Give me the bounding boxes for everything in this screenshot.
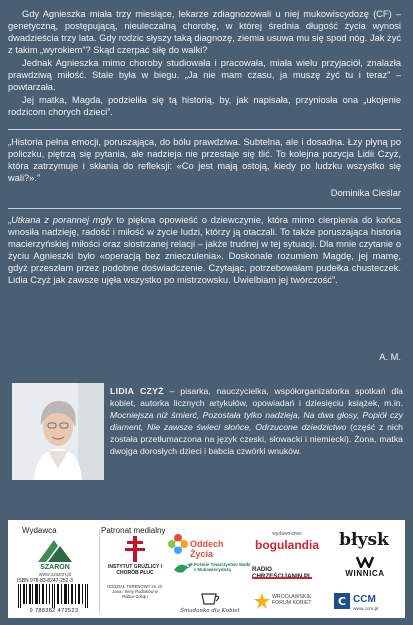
ptwm-logo: [168, 560, 252, 586]
bird-icon: [172, 560, 194, 578]
svg-text:C: C: [337, 595, 347, 608]
intro-paragraph-1: Gdy Agnieszka miała trzy miesiące, lekarze zdiagnozowali u niej mukowiscydozę (CF) – genetyczną, postępującą, nieuleczalną chorobę, w której średnia długość życia wynosi dwadzieścia trzy lata. Gdy rodzic słyszy taką diagnozę, ziemia usuwa mu się spod nóg. Jak żyć z takim „wyrokiem”? Skąd czerpać siłę do walki?: [8, 9, 401, 56]
star-icon: [254, 593, 270, 609]
bogulandia-logo: [252, 530, 322, 558]
bogulandia-subtitle: wydawnictwo: [272, 531, 302, 537]
szaron-mark-icon: [34, 538, 76, 564]
winnica-logo: [330, 556, 400, 586]
publisher-name: SZARON: [40, 564, 70, 571]
intro-paragraph-3: Jej matka, Magda, podzieliła się tą historią, by, jak napisała, przyniosła ona „ukojenie rodzicom chorych dzieci”.: [8, 95, 401, 118]
divider: [8, 129, 401, 130]
review-quote-2: „Utkana z porannej mgły to piękna opowieść o dziewczynie, która mimo cierpienia do końca wnosiła nadzieję, radość i miłość w życie ludzi, którzy ją otaczali. To także poruszająca historia macierzyńskiej miłości oraz siostrzanej relacji – jakże trudnej w tej sytuacji. Dla mnie czytanie o życiu Agnieszki było «operacją bez znieczulenia». Doskonale rozumiem Magdę, jej mamę, gdyż przeszłam przez podobne doświadczenie. Czytając, potrzebowałam pudełka chusteczek. Lidia Czyż jak zawsze ujęła wszystko po mistrzowsku. Uwielbiam jej twórczość”.: [8, 215, 401, 286]
review-author-1: Dominika Cieślar: [330, 188, 401, 198]
barcode: [17, 584, 91, 608]
institute-name: INSTYTUT GRUŹLICY I CHORÓB PŁUC: [107, 564, 163, 576]
sponsors-panel: [8, 520, 405, 618]
patronage-label: Patronat medialny: [101, 526, 166, 535]
ccm-url: www.ccm.pl: [353, 607, 379, 612]
author-photo: [12, 383, 104, 480]
cup-icon: [198, 592, 222, 606]
oddech-zycia-text: Oddech Życia: [190, 539, 224, 559]
w-mark-icon: [356, 556, 374, 568]
review-quote-1: „Historia pełna emocji, poruszająca, do bólu prawdziwa. Subtelna, ale i dosadna. Łzy płyną po policzku, piętrzą się pytania, ale nadzieja nie przestaje się tlić. To kolejna pozycja Lidii Czyż, która zatrzymuje i skłania do refleksji: «Co jest mają ostoją, kiedy po ludzku wszystko się wali?».”: [8, 137, 401, 184]
flower-icon: [168, 534, 188, 554]
winnica-text: WINNICA: [345, 569, 385, 578]
divider: [8, 208, 401, 209]
radio-underline: [252, 577, 312, 579]
ccm-mark-icon: [334, 593, 350, 609]
sniadanko-logo: [168, 592, 252, 616]
publisher-url: www.szaron.pl: [38, 572, 72, 578]
author-name: LIDIA CZYŻ: [110, 386, 164, 396]
publisher-label: Wydawca: [22, 526, 57, 535]
wfk-logo: [254, 590, 328, 614]
barcode-icon: [17, 584, 91, 608]
blysk-logo: błysk: [339, 530, 389, 550]
review-author-2: A. M.: [379, 352, 401, 362]
book-list: Mocniejsza niż śmierć, Pozostała tylko nadzieja, Na dwa głosy, Popiół czy diament, Nie zawsze świeci słońce, Odrzucone dziedzictwo: [110, 410, 403, 432]
book-title: Utkana z porannej mgły: [11, 215, 113, 225]
wfk-text: WROCŁAWSKIE FORUM KOBIET: [272, 594, 312, 607]
oddech-zycia-logo: [168, 532, 244, 558]
double-cross-icon: [119, 534, 151, 564]
institute-logo: [105, 534, 165, 614]
szaron-logo: [16, 538, 94, 578]
institute-department: ODDZIAŁ TERENOWY im. dr. Jana i Ireny Rudników w Rabce-Zdroju: [107, 584, 163, 599]
ptwm-text: Polskie Towarzystwo Walki z Mukowiscydozą: [194, 562, 251, 573]
intro-paragraph-2: Jednak Agnieszka mimo choroby studiowała i pracowała, miała wielu przyjaciół, znalazła prawdziwą miłość. Stale była w biegu. „Ja nie mam czasu, ja muszę żyć tu i teraz” – powtarzała.: [8, 58, 401, 93]
radio-text: RADIO: [252, 566, 272, 573]
ccm-logo: [334, 592, 400, 616]
ccm-text: CCM: [353, 594, 376, 605]
isbn-text: ISBN 978-83-8247-252-3: [17, 578, 73, 584]
author-bio: LIDIA CZYŻ – pisarka, nauczycielka, współorganizatorka spotkań dla kobiet, autorka licznych artykułów, opowiadań i dziesięciu książek, m.in. Mocniejsza niż śmierć, Pozostała tylko nadzieja, Na dwa głosy, Popiół czy diament, Nie zawsze świeci słońce, Odrzucone dziedzictwo (część z nich została przetłumaczona na język czeski, słowacki i niemiecki). Żona, matka dwojga dorosłych dzieci i babcia czwórki wnuków.: [110, 386, 404, 456]
bogulandia-text: bogulandia: [255, 538, 319, 552]
panel-divider: [99, 530, 100, 614]
sniadanko-text: Śniadanko dla Kobiet: [180, 608, 240, 614]
barcode-digits: 9 788382 472523: [29, 608, 79, 614]
radio-chrzescijanin-logo: [252, 562, 328, 582]
